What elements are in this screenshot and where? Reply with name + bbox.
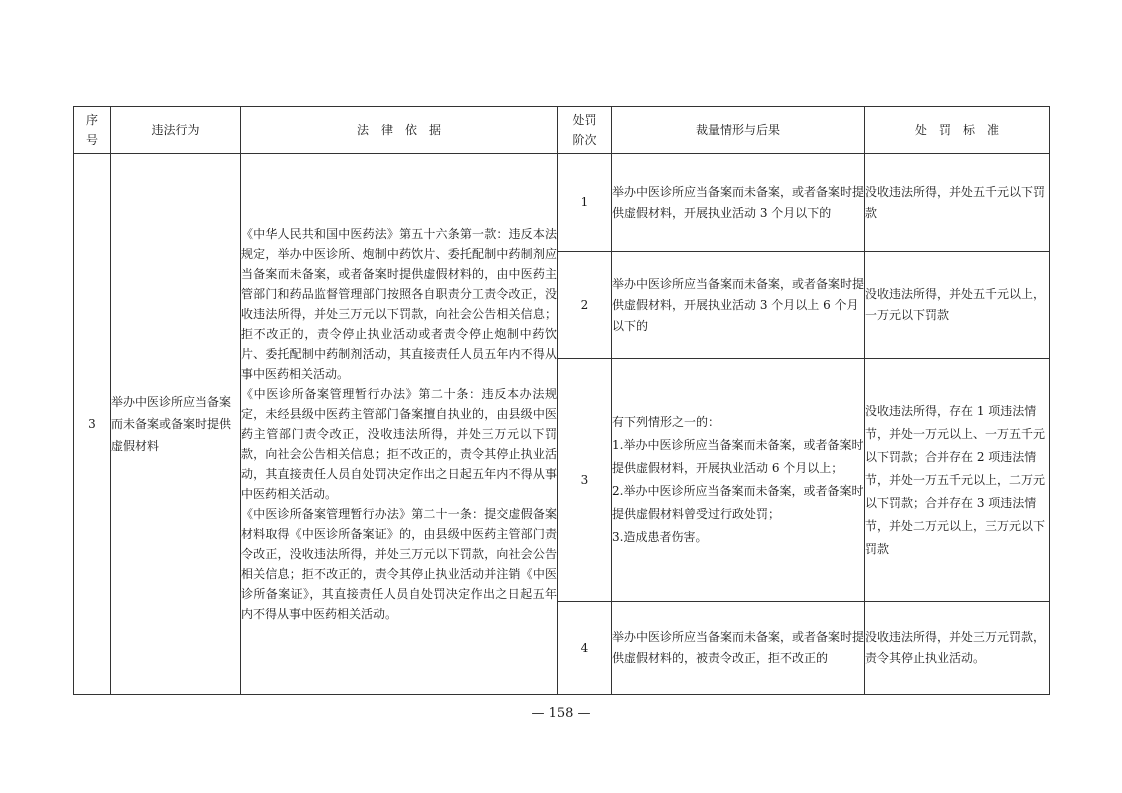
stage-standard: 没收违法所得，并处三万元罚款，责令其停止执业活动。 (865, 602, 1050, 695)
stage-circumstance: 举办中医诊所应当备案而未备案，或者备案时提供虚假材料的，被责令改正，拒不改正的 (612, 602, 865, 695)
row-behavior: 举办中医诊所应当备案而未备案或备案时提供虚假材料 (111, 154, 241, 695)
legal-basis-paragraph: 《中医诊所备案管理暂行办法》第二十一条：提交虚假备案材料取得《中医诊所备案证》的，由县级中医药主管部门责令改正，没收违法所得，并处三万元以下罚款，向社会公告相关信息；拒不改正的，责令其停止执业活动并注销《中医诊所备案证》，其直接责任人员自处罚决定作出之日起五年内不得从事中医药相关活动。 (241, 507, 557, 621)
circumstance-line: 2.举办中医诊所应当备案而未备案，或者备案时提供虚假材料曾受过行政处罚； (612, 484, 864, 521)
header-basis: 法 律 依 据 (241, 107, 558, 154)
header-row (74, 107, 1050, 154)
legal-basis-paragraph: 《中医诊所备案管理暂行办法》第二十条：违反本办法规定，未经县级中医药主管部门备案擅自执业的，由县级中医药主管部门责令改正，没收违法所得，并处三万元以下罚款，向社会公告相关信息；拒不改正的，责令其停止执业活动，其直接责任人员自处罚决定作出之日起五年内不得从事中医药相关活动。 (241, 387, 557, 501)
circumstance-line: 有下列情形之一的： (612, 415, 721, 429)
row-legal-basis (241, 154, 558, 695)
stage-level: 3 (558, 359, 612, 602)
header-standard: 处 罚 标 准 (865, 107, 1050, 154)
stage-level: 1 (558, 154, 612, 252)
table-row (74, 154, 1050, 252)
circumstance-line: 3.造成患者伤害。 (612, 530, 708, 544)
penalty-table (73, 106, 1050, 695)
stage-level: 2 (558, 252, 612, 359)
stage-circumstance: 举办中医诊所应当备案而未备案，或者备案时提供虚假材料，开展执业活动 3 个月以下的 (612, 154, 865, 252)
stage-circumstance: 举办中医诊所应当备案而未备案，或者备案时提供虚假材料，开展执业活动 3 个月以上 6 个月以下的 (612, 252, 865, 359)
legal-basis-paragraph: 《中华人民共和国中医药法》第五十六条第一款：违反本法规定，举办中医诊所、炮制中药饮片、委托配制中药制剂应当备案而未备案，或者备案时提供虚假材料的，由中医药主管部门和药品监督管理部门按照各自职责分工责令改正，没收违法所得，并处三万元以下罚款，向社会公告相关信息；拒不改正的，责令停止执业活动或者责令停止炮制中药饮片、委托配制中药制剂活动，其直接责任人员五年内不得从事中医药相关活动。 (241, 227, 557, 381)
stage-standard: 没收违法所得，存在 1 项违法情节，并处一万元以上、一万五千元以下罚款；合并存在 2 项违法情节，并处一万五千元以上，二万元以下罚款；合并存在 3 项违法情节，并处二万元以上，三万元以下罚款 (865, 359, 1050, 602)
stage-standard: 没收违法所得，并处五千元以下罚款 (865, 154, 1050, 252)
header-seq: 序号 (74, 107, 111, 154)
row-seq: 3 (74, 154, 111, 695)
header-stage: 处罚阶次 (558, 107, 612, 154)
stage-level: 4 (558, 602, 612, 695)
circumstance-line: 1.举办中医诊所应当备案而未备案，或者备案时提供虚假材料，开展执业活动 6 个月以上； (612, 438, 864, 475)
page-number: — 158 — (531, 706, 591, 721)
header-behavior: 违法行为 (111, 107, 241, 154)
stage-standard: 没收违法所得，并处五千元以上，一万元以下罚款 (865, 252, 1050, 359)
header-circumstance: 裁量情形与后果 (612, 107, 865, 154)
stage-circumstance (612, 359, 865, 602)
